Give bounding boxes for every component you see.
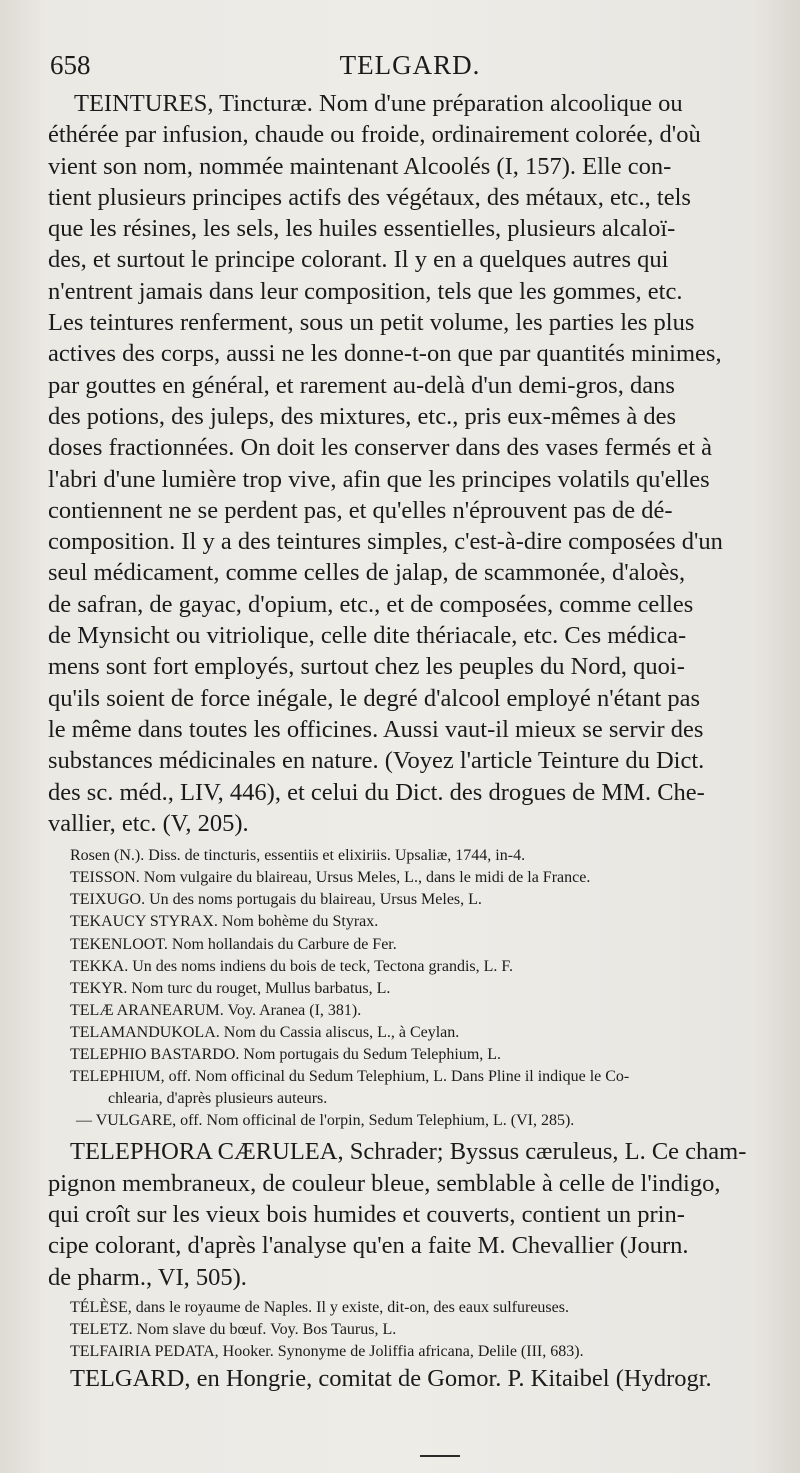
entry-line: TELAMANDUKOLA. Nom du Cassia aliscus, L., à Ceylan. <box>70 1023 460 1041</box>
entry-line: TELETZ. Nom slave du bœuf. Voy. Bos Taurus, L. <box>70 1320 397 1338</box>
text-line: n'entrent jamais dans leur composition, tels que les gommes, etc. <box>48 277 683 305</box>
text-line: doses fractionnées. On doit les conserver dans des vases fermés et à <box>48 434 713 462</box>
text-line: éthérée par infusion, chaude ou froide, ordinairement colorée, d'où <box>48 121 701 149</box>
text-line: qu'ils soient de force inégale, le degré d'alcool employé n'étant pas <box>48 684 701 712</box>
entry-line: TEISSON. Nom vulgaire du blaireau, Ursus Meles, L., dans le midi de la France. <box>70 869 591 887</box>
running-head: TELGARD. <box>339 50 481 80</box>
text-line: seul médicament, comme celles de jalap, de scammonée, d'aloès, <box>48 559 686 587</box>
bottom-rule <box>420 1455 460 1457</box>
entry-line: TELFAIRIA PEDATA, Hooker. Synonyme de Joliffia africana, Delile (III, 683). <box>70 1343 584 1361</box>
text-line: l'abri d'une lumière trop vive, afin que les principes volatils qu'elles <box>48 465 710 493</box>
text-line: mens sont fort employés, surtout chez les peuples du Nord, quoi- <box>48 653 685 681</box>
entry-line: TELÆ ARANEARUM. Voy. Aranea (I, 381). <box>70 1001 362 1019</box>
text-line: des, et surtout le principe colorant. Il y en a quelques autres qui <box>48 246 669 274</box>
text-line: de safran, de gayac, d'opium, etc., et de composées, comme celles <box>48 590 694 618</box>
entry-line: TEKKA. Un des noms indiens du bois de teck, Tectona grandis, L. F. <box>70 957 514 975</box>
entry-line: TELEPHIO BASTARDO. Nom portugais du Sedum Telephium, L. <box>70 1045 502 1063</box>
text-line: composition. Il y a des teintures simples, c'est-à-dire composées d'un <box>48 528 723 556</box>
text-line: tient plusieurs principes actifs des végétaux, des métaux, etc., tels <box>48 183 691 211</box>
bibliography-line: Rosen (N.). Diss. de tincturis, essentiis et elixiriis. Upsaliæ, 1744, in-4. <box>70 847 526 865</box>
text-line: qui croît sur les vieux bois humides et couverts, contient un prin- <box>48 1200 685 1228</box>
entry-line: — VULGARE, off. Nom officinal de l'orpin, Sedum Telephium, L. (VI, 285). <box>76 1112 575 1130</box>
text-line: substances médicinales en nature. (Voyez l'article Teinture du Dict. <box>48 747 705 775</box>
entry-line: TEIXUGO. Un des noms portugais du blaireau, Ursus Meles, L. <box>70 891 482 909</box>
entry-line: TEKYR. Nom turc du rouget, Mullus barbatus, L. <box>70 979 391 997</box>
text-line: vallier, etc. (V, 205). <box>48 809 249 837</box>
text-line: le même dans toutes les officines. Aussi vaut-il mieux se servir des <box>48 715 704 743</box>
text-line: pignon membraneux, de couleur bleue, semblable à celle de l'indigo, <box>48 1169 721 1197</box>
text-line: vient son nom, nommée maintenant Alcoolés (I, 157). Elle con- <box>48 152 672 180</box>
text-line: de pharm., VI, 505). <box>48 1263 247 1291</box>
entry-line: TELEPHIUM, off. Nom officinal du Sedum Telephium, L. Dans Pline il indique le Co- <box>70 1068 630 1086</box>
text-line: TELEPHORA CÆRULEA, Schrader; Byssus cæruleus, L. Ce cham- <box>70 1138 747 1166</box>
page-body <box>48 88 776 1394</box>
entry-line: TÉLÈSE, dans le royaume de Naples. Il y existe, dit-on, des eaux sulfureuses. <box>70 1298 569 1316</box>
text-line: cipe colorant, d'après l'analyse qu'en a faite M. Chevallier (Journ. <box>48 1232 689 1260</box>
entry-line: chlearia, d'après plusieurs auteurs. <box>108 1090 328 1108</box>
entry-line: TEKAUCY STYRAX. Nom bohème du Styrax. <box>70 913 379 931</box>
text-line: contiennent ne se perdent pas, et qu'elles n'éprouvent pas de dé- <box>48 496 673 524</box>
page-number: 658 <box>50 50 91 80</box>
text-line: TEINTURES, Tincturæ. Nom d'une préparation alcoolique ou <box>74 90 683 117</box>
text-line: des potions, des juleps, des mixtures, etc., pris eux-mêmes à des <box>48 402 677 430</box>
text-line: Les teintures renferment, sous un petit volume, les parties les plus <box>48 309 695 337</box>
text-line: de Mynsicht ou vitriolique, celle dite thériacale, etc. Ces médica- <box>48 622 687 650</box>
text-line: par gouttes en général, et rarement au-delà d'un demi-gros, dans <box>48 371 675 399</box>
text-line: des sc. méd., LIV, 446), et celui du Dict. des drogues de MM. Che- <box>48 778 705 806</box>
page-header <box>50 50 770 84</box>
entry-line: TEKENLOOT. Nom hollandais du Carbure de Fer. <box>70 935 397 953</box>
text-line: que les résines, les sels, les huiles essentielles, plusieurs alcaloï- <box>48 215 676 243</box>
text-line: actives des corps, aussi ne les donne-t-on que par quantités minimes, <box>48 340 722 368</box>
text-line: TELGARD, en Hongrie, comitat de Gomor. P. Kitaibel (Hydrogr. <box>70 1365 712 1393</box>
